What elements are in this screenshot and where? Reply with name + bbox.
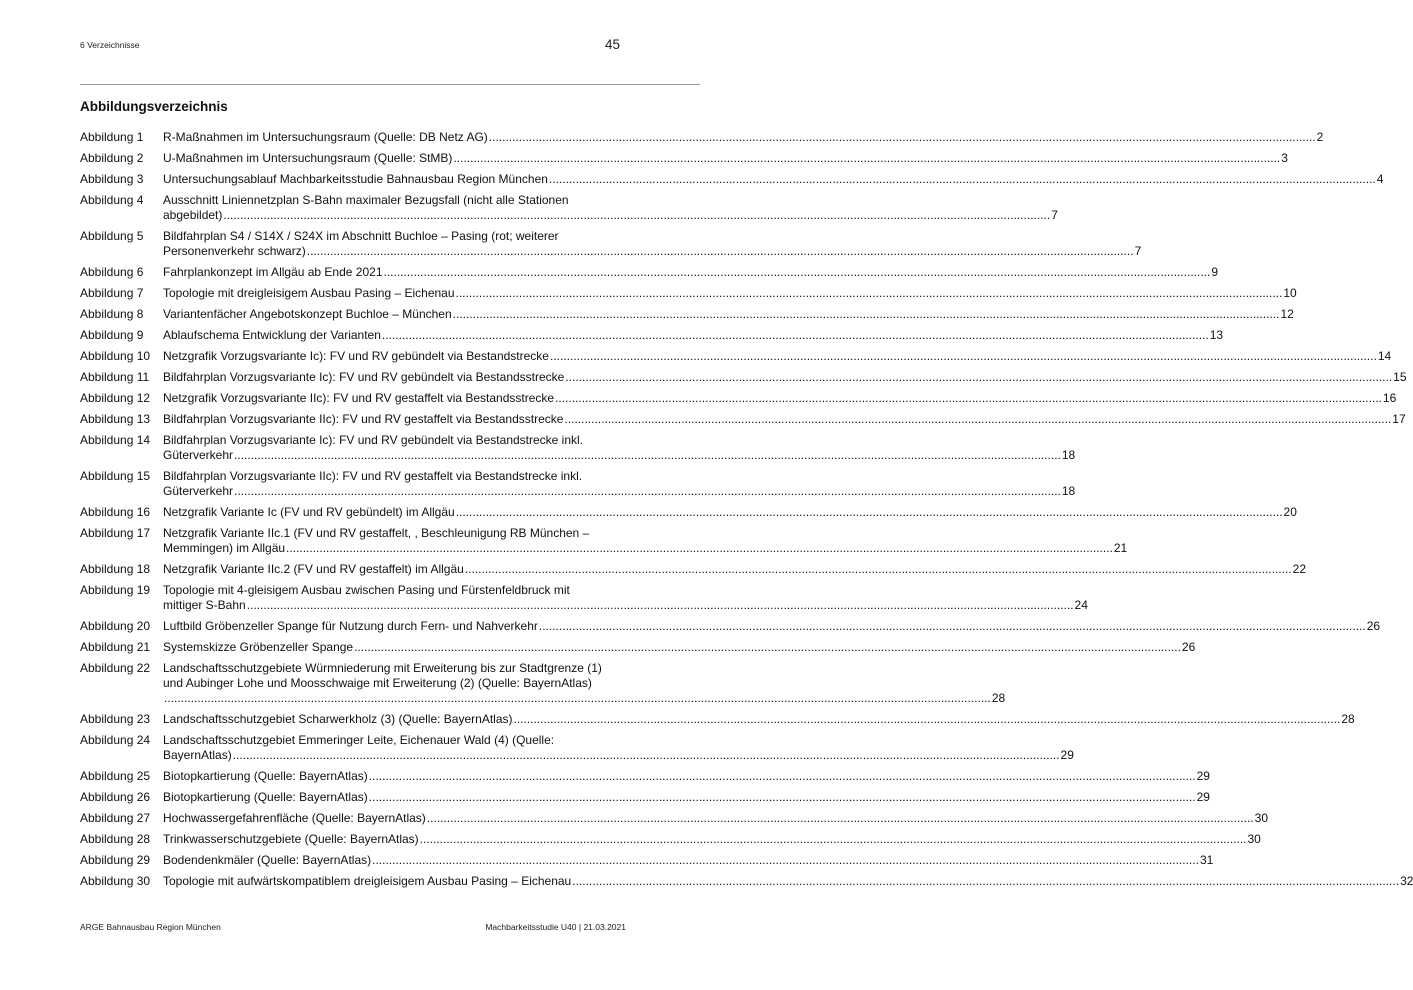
toc-entry-title: Trinkwasserschutzgebiete (Quelle: BayernAtlas) [163, 832, 419, 846]
toc-entry-leader-line [163, 391, 1397, 406]
toc-entry-page-number: 4 [1376, 172, 1384, 186]
toc-entry-title: Güterverkehr [163, 484, 234, 498]
page-title: Abbildungsverzeichnis [80, 99, 228, 114]
toc-entry-leader-line [163, 208, 1058, 223]
toc-entry-label: Abbildung 21 [80, 640, 151, 654]
toc-entry-title: Ablaufschema Entwicklung der Varianten [163, 328, 381, 342]
toc-entry-body [163, 265, 1219, 280]
toc-entry-label: Abbildung 3 [80, 172, 144, 186]
toc-entry[interactable] [80, 412, 1406, 427]
toc-entry-body [163, 307, 1294, 322]
toc-dot-leader [354, 640, 1181, 655]
toc-dot-leader [420, 832, 1247, 847]
toc-entry-leader-line [163, 265, 1219, 280]
toc-entry-page-number: 30 [1254, 811, 1268, 825]
toc-entry-title: Variantenfächer Angebotskonzept Buchloe – München [163, 307, 452, 321]
toc-entry-leader-line [163, 811, 1268, 826]
toc-entry[interactable] [80, 769, 1210, 784]
toc-entry-body [163, 733, 1074, 763]
toc-entry-label: Abbildung 2 [80, 151, 144, 165]
toc-entry-leader-line [163, 484, 1076, 499]
toc-entry-title-line: Ausschnitt Liniennetzplan S-Bahn maximaler Bezugsfall (nicht alle Stationen [163, 193, 569, 207]
toc-entry-page-number: 29 [1060, 748, 1074, 762]
toc-entry-leader-line [163, 832, 1261, 847]
toc-entry-leader-line [163, 172, 1384, 187]
toc-dot-leader [539, 619, 1366, 634]
toc-entry-label: Abbildung 15 [80, 469, 151, 483]
toc-entry[interactable] [80, 130, 1324, 145]
toc-entry[interactable] [80, 172, 1384, 187]
toc-entry[interactable] [80, 619, 1381, 634]
toc-entry-label: Abbildung 11 [80, 370, 150, 384]
toc-dot-leader [572, 874, 1399, 889]
toc-entry-title: Landschaftsschutzgebiet Scharwerkholz (3) (Quelle: BayernAtlas) [163, 712, 513, 726]
toc-entry-label: Abbildung 8 [80, 307, 144, 321]
toc-entry-body [163, 391, 1397, 406]
toc-entry[interactable] [80, 583, 1088, 613]
toc-entry-label: Abbildung 27 [80, 811, 151, 825]
toc-entry-leader-line [163, 874, 1413, 889]
toc-entry-title: Systemskizze Gröbenzeller Spange [163, 640, 354, 654]
toc-entry-label: Abbildung 6 [80, 265, 144, 279]
toc-entry-leader-line [163, 412, 1406, 427]
toc-entry-page-number: 30 [1247, 832, 1261, 846]
toc-entry-page-number: 26 [1181, 640, 1196, 654]
footer-organization: ARGE Bahnausbau Region München [80, 922, 221, 932]
toc-entry-body [163, 349, 1392, 364]
toc-entry-body [163, 286, 1297, 301]
toc-entry-body [163, 583, 1088, 613]
toc-dot-leader [372, 853, 1199, 868]
toc-entry-page-number: 7 [1134, 244, 1142, 258]
toc-entry-page-number: 26 [1366, 619, 1381, 633]
toc-entry-label: Abbildung 4 [80, 193, 144, 207]
toc-entry-leader-line [163, 448, 1076, 463]
toc-dot-leader [369, 790, 1196, 805]
toc-dot-leader [233, 748, 1060, 763]
toc-entry[interactable] [80, 733, 1074, 763]
toc-entry-page-number: 18 [1061, 484, 1076, 498]
toc-entry-title: Untersuchungsablauf Machbarkeitsstudie Bahnausbau Region München [163, 172, 548, 186]
toc-dot-leader [453, 151, 1280, 166]
toc-entry-leader-line [163, 307, 1294, 322]
toc-entry-leader-line [163, 244, 1142, 259]
toc-dot-leader [223, 208, 1050, 223]
toc-entry-title-line: Netzgrafik Variante IIc.1 (FV und RV gestaffelt, , Beschleunigung RB München – [163, 526, 590, 540]
toc-entry-page-number: 9 [1211, 265, 1219, 279]
toc-entry-title: Netzgrafik Vorzugsvariante IIc): FV und RV gestaffelt via Bestandsstrecke [163, 391, 555, 405]
toc-entry-page-number: 22 [1292, 562, 1306, 576]
toc-dot-leader [427, 811, 1254, 826]
page-number: 45 [604, 37, 620, 52]
toc-dot-leader [369, 769, 1196, 784]
toc-entry-label: Abbildung 14 [80, 433, 151, 447]
toc-entry-label: Abbildung 17 [80, 526, 151, 540]
toc-entry-leader-line [163, 541, 1128, 556]
toc-entry-leader-line [163, 853, 1214, 868]
toc-dot-leader [286, 541, 1113, 556]
toc-entry-title: Biotopkartierung (Quelle: BayernAtlas) [163, 769, 368, 783]
toc-entry[interactable] [80, 229, 1142, 259]
footer-document-info: Machbarkeitsstudie U40 | 21.03.2021 [485, 922, 626, 932]
toc-entry-title: Netzgrafik Variante IIc.2 (FV und RV gestaffelt) im Allgäu [163, 562, 464, 576]
toc-entry-label: Abbildung 18 [80, 562, 151, 576]
toc-entry-label: Abbildung 22 [80, 661, 151, 675]
toc-entry-title: Luftbild Gröbenzeller Spange für Nutzung durch Fern- und Nahverkehr [163, 619, 538, 633]
toc-entry-page-number: 12 [1280, 307, 1294, 321]
toc-entry-title: Bildfahrplan Vorzugsvariante Ic): FV und RV gebündelt via Bestandsstrecke [163, 370, 565, 384]
toc-entry-body [163, 193, 1058, 223]
toc-entry-label: Abbildung 7 [80, 286, 144, 300]
toc-entry[interactable] [80, 526, 1128, 556]
toc-entry-body [163, 619, 1381, 634]
toc-entry-title-line: Bildfahrplan Vorzugsvariante Ic): FV und RV gebündelt via Bestandstrecke inkl. [163, 433, 584, 447]
toc-entry-title: Netzgrafik Vorzugsvariante Ic): FV und RV gebündelt via Bestandstrecke [163, 349, 549, 363]
toc-entry-page-number: 7 [1051, 208, 1058, 222]
toc-entry-leader-line [163, 691, 1006, 706]
toc-entry[interactable] [80, 349, 1392, 364]
toc-entry-body [163, 370, 1407, 385]
toc-entry-label: Abbildung 5 [80, 229, 144, 243]
toc-entry-body [163, 151, 1288, 166]
toc-entry-label: Abbildung 23 [80, 712, 151, 726]
toc-entry[interactable] [80, 469, 1076, 499]
toc-entry-leader-line [163, 640, 1196, 655]
toc-entry-leader-line [163, 286, 1297, 301]
toc-entry-label: Abbildung 26 [80, 790, 151, 804]
toc-entry-label: Abbildung 20 [80, 619, 151, 633]
toc-entry-body [163, 433, 1076, 463]
toc-entry-page-number: 24 [1074, 598, 1088, 612]
toc-entry-body [163, 832, 1261, 847]
toc-entry-label: Abbildung 16 [80, 505, 151, 519]
toc-entry[interactable] [80, 151, 1288, 166]
toc-entry-label: Abbildung 13 [80, 412, 151, 426]
toc-entry[interactable] [80, 286, 1297, 301]
toc-entry-title-line: Bildfahrplan S4 / S14X / S24X im Abschnitt Buchloe – Pasing (rot; weiterer [163, 229, 559, 243]
toc-entry-body [163, 769, 1210, 784]
toc-entry-title: mittiger S-Bahn [163, 598, 246, 612]
toc-entry-title-line: Landschaftsschutzgebiet Emmeringer Leite, Eichenauer Wald (4) (Quelle: [163, 733, 555, 747]
toc-entry-title: BayernAtlas) [163, 748, 232, 762]
toc-entry-title: Topologie mit aufwärtskompatiblem dreigleisigem Ausbau Pasing – Eichenau [163, 874, 572, 888]
toc-entry-page-number: 16 [1382, 391, 1397, 405]
toc-entry-leader-line [163, 151, 1288, 166]
toc-entry-title: Netzgrafik Variante Ic (FV und RV gebündelt) im Allgäu [163, 505, 455, 519]
toc-entry-page-number: 15 [1393, 370, 1407, 384]
toc-dot-leader [550, 349, 1377, 364]
toc-entry-page-number: 29 [1196, 790, 1210, 804]
toc-entry[interactable] [80, 391, 1397, 406]
toc-dot-leader [382, 328, 1209, 343]
toc-entry-body [163, 130, 1324, 145]
toc-entry-page-number: 10 [1283, 286, 1297, 300]
toc-entry-leader-line [163, 349, 1392, 364]
toc-entry[interactable] [80, 661, 1006, 706]
toc-entry-label: Abbildung 10 [80, 349, 151, 363]
toc-dot-leader [234, 448, 1061, 463]
toc-entry-label: Abbildung 28 [80, 832, 151, 846]
toc-entry-label: Abbildung 30 [80, 874, 151, 888]
toc-entry-body [163, 811, 1268, 826]
toc-entry[interactable] [80, 505, 1297, 520]
running-header-section: 6 Verzeichnisse [80, 40, 140, 50]
toc-dot-leader [565, 370, 1392, 385]
toc-entry[interactable] [80, 193, 1058, 223]
toc-entry-title: Fahrplankonzept im Allgäu ab Ende 2021 [163, 265, 383, 279]
toc-dot-leader [453, 307, 1280, 322]
toc-entry-leader-line [163, 505, 1297, 520]
toc-entry-page-number: 21 [1113, 541, 1128, 555]
toc-dot-leader [384, 265, 1211, 280]
toc-dot-leader [234, 484, 1061, 499]
toc-entry-page-number: 14 [1377, 349, 1392, 363]
toc-entry[interactable] [80, 433, 1076, 463]
toc-entry[interactable] [80, 307, 1294, 322]
toc-entry-body [163, 661, 1006, 706]
toc-dot-leader [307, 244, 1134, 259]
toc-entry-body [163, 229, 1142, 259]
toc-entry[interactable] [80, 832, 1261, 847]
toc-entry-leader-line [163, 712, 1355, 727]
toc-entry-leader-line [163, 790, 1210, 805]
toc-entry-page-number: 20 [1283, 505, 1297, 519]
toc-entry-leader-line [163, 328, 1224, 343]
toc-entry-title-line: Landschaftsschutzgebiete Würmniederung mit Erweiterung bis zur Stadtgrenze (1) [163, 661, 602, 675]
toc-entry-body [163, 526, 1128, 556]
toc-entry-page-number: 3 [1281, 151, 1288, 165]
toc-entry-title: Memmingen) im Allgäu [163, 541, 286, 555]
toc-entry[interactable] [80, 874, 1413, 889]
toc-entry-body [163, 853, 1214, 868]
toc-entry-label: Abbildung 29 [80, 853, 151, 867]
toc-dot-leader [514, 712, 1341, 727]
toc-entry-body [163, 640, 1196, 655]
toc-dot-leader [465, 562, 1292, 577]
toc-entry-label: Abbildung 12 [80, 391, 151, 405]
toc-entry-page-number: 29 [1196, 769, 1210, 783]
toc-entry-leader-line [163, 562, 1306, 577]
toc-entry[interactable] [80, 790, 1210, 805]
toc-entry[interactable] [80, 712, 1355, 727]
toc-entry-page-number: 13 [1209, 328, 1224, 342]
toc-entry-body [163, 790, 1210, 805]
toc-entry-leader-line [163, 748, 1074, 763]
toc-entry[interactable] [80, 265, 1219, 280]
toc-entry-title: R-Maßnahmen im Untersuchungsraum (Quelle: DB Netz AG) [163, 130, 488, 144]
toc-entry-leader-line [163, 370, 1407, 385]
toc-entry[interactable] [80, 640, 1196, 655]
toc-entry-body [163, 562, 1306, 577]
toc-entry-label: Abbildung 1 [80, 130, 144, 144]
toc-entry-title: Güterverkehr [163, 448, 234, 462]
toc-entry-title-line: Topologie mit 4-gleisigem Ausbau zwischen Pasing und Fürstenfeldbruck mit [163, 583, 570, 597]
toc-entry[interactable] [80, 562, 1306, 577]
toc-entry-body [163, 328, 1224, 343]
toc-entry-label: Abbildung 25 [80, 769, 151, 783]
toc-entry-body [163, 874, 1413, 889]
toc-entry-label: Abbildung 19 [80, 583, 151, 597]
toc-entry-title-line: und Aubinger Lohe und Moosschwaige mit Erweiterung (2) (Quelle: BayernAtlas) [163, 676, 592, 690]
toc-entry-page-number: 31 [1199, 853, 1214, 867]
toc-entry-title: Hochwassergefahrenfläche (Quelle: BayernAtlas) [163, 811, 426, 825]
toc-entry-title: Bildfahrplan Vorzugsvariante IIc): FV und RV gestaffelt via Bestandsstrecke [163, 412, 564, 426]
toc-entry-page-number: 32 [1400, 874, 1413, 888]
toc-dot-leader [456, 286, 1283, 301]
toc-entry-title-line: Bildfahrplan Vorzugsvariante IIc): FV und RV gestaffelt via Bestandstrecke inkl. [163, 469, 583, 483]
header-divider [80, 84, 700, 85]
toc-entry-label: Abbildung 9 [80, 328, 144, 342]
toc-entry-body [163, 505, 1297, 520]
toc-dot-leader [489, 130, 1316, 145]
toc-dot-leader [555, 391, 1382, 406]
toc-entry-leader-line [163, 130, 1324, 145]
toc-entry-page-number: 18 [1061, 448, 1076, 462]
toc-entry-page-number: 28 [991, 691, 1006, 705]
toc-entry-title: Biotopkartierung (Quelle: BayernAtlas) [163, 790, 368, 804]
toc-entry-page-number: 2 [1316, 130, 1324, 144]
toc-entry-title: abgebildet) [163, 208, 223, 222]
toc-dot-leader [456, 505, 1283, 520]
toc-entry-label: Abbildung 24 [80, 733, 151, 747]
toc-entry-page-number: 28 [1341, 712, 1355, 726]
toc-entry-leader-line [163, 598, 1088, 613]
toc-entry-title: U-Maßnahmen im Untersuchungsraum (Quelle: StMB) [163, 151, 453, 165]
toc-entry-title: Topologie mit dreigleisigem Ausbau Pasing – Eichenau [163, 286, 455, 300]
toc-entry[interactable] [80, 811, 1268, 826]
toc-entry-title: Personenverkehr schwarz) [163, 244, 306, 258]
toc-entry-body [163, 412, 1406, 427]
toc-dot-leader [564, 412, 1391, 427]
toc-dot-leader [164, 691, 991, 706]
toc-entry-leader-line [163, 769, 1210, 784]
toc-entry[interactable] [80, 853, 1214, 868]
toc-entry-body [163, 712, 1355, 727]
toc-entry-leader-line [163, 619, 1381, 634]
toc-entry-page-number: 17 [1392, 412, 1406, 426]
toc-dot-leader [549, 172, 1376, 187]
toc-entry-body [163, 172, 1384, 187]
toc-dot-leader [247, 598, 1074, 613]
toc-entry-title: Bodendenkmäler (Quelle: BayernAtlas) [163, 853, 372, 867]
toc-entry-body [163, 469, 1076, 499]
toc-entry[interactable] [80, 370, 1407, 385]
figure-list [80, 130, 1413, 895]
toc-entry[interactable] [80, 328, 1224, 343]
